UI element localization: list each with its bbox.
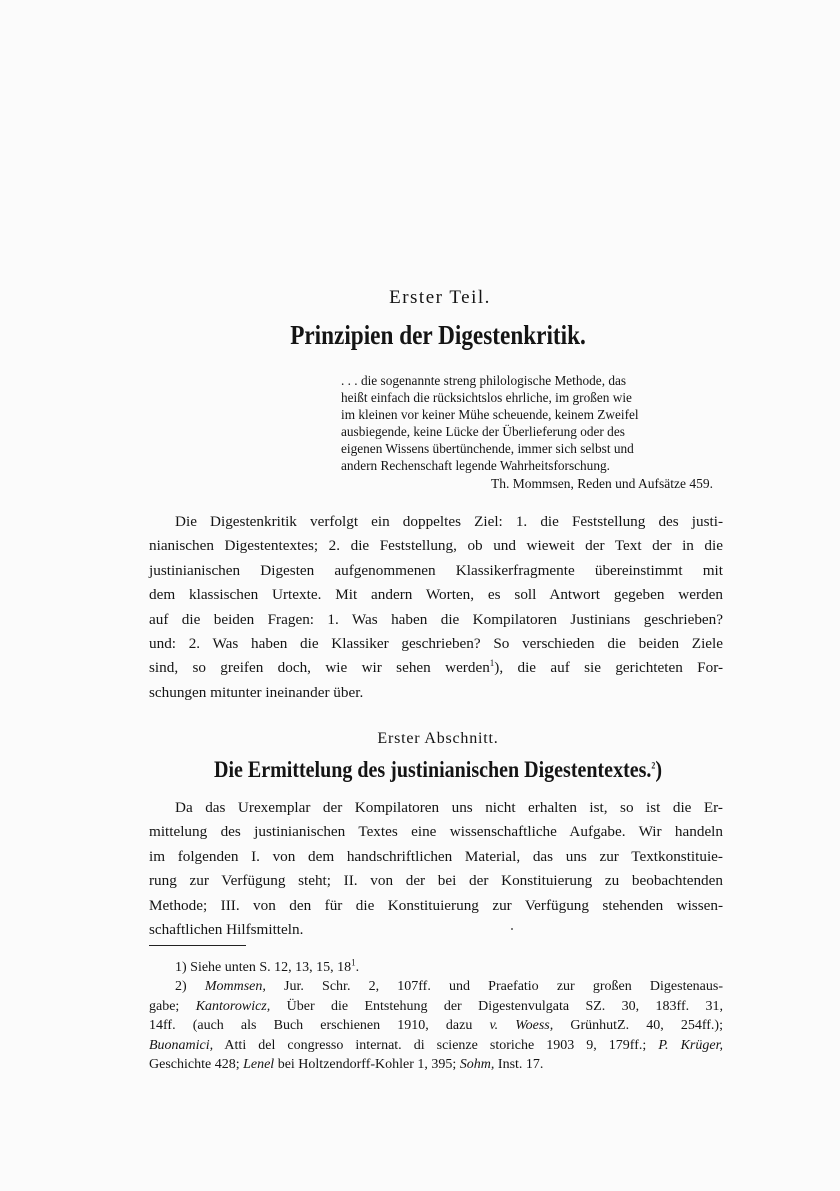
text-line: Methode; III. von den für die Konstituierung zur Verfügung stehenden wissen- (149, 896, 723, 914)
footnote-text: Geschichte 428; (149, 1057, 244, 1073)
footnote-2-line (149, 1055, 723, 1074)
author-name: Mommsen, (204, 979, 266, 995)
text-line: nianischen Digestentextes; 2. die Feststellung, ob und wieweit der Text der in die (149, 537, 723, 555)
footnote-text: Über die Entstehung der Digestenvulgata SZ. 30, 183ff. 31, (270, 998, 723, 1014)
section-label: Erster Abschnitt. (377, 730, 499, 747)
print-speck (511, 928, 513, 930)
footnote-2-line (149, 1016, 723, 1035)
text-line: justinianischen Digesten aufgenommenen Klassikerfragmente übereinstimmt mit (149, 561, 723, 579)
section-paragraph (149, 796, 723, 942)
footnote-text: gabe; (149, 998, 196, 1014)
footnote-text: Inst. 17. (494, 1057, 544, 1073)
epigraph-line: . . . die sogenannte streng philologische Methode, das (341, 373, 627, 388)
author-name: Sohm, (459, 1057, 495, 1073)
text-fragment: sind, so greifen doch, wie wir sehen werden (149, 659, 490, 677)
text-line: im folgenden I. von dem handschriftlichen Material, das uns zur Textkonstituie- (149, 847, 723, 865)
section-title-text: Die Ermittelung des justinianischen Digestentextes. (213, 757, 652, 782)
part-label: Erster Teil. (389, 287, 491, 308)
footnote-text: Atti del congresso internat. di scienze storiche 1903 9, 179ff.; (213, 1037, 659, 1053)
section-title (57, 757, 819, 783)
text-line: schaftlichen Hilfsmitteln. (149, 921, 304, 939)
footnote-ref-2[interactable]: 2 (651, 760, 656, 771)
footnote-text: 1) Siehe unten S. 12, 13, 15, 18 (175, 960, 352, 975)
text-line: auf die beiden Fragen: 1. Was haben die Kompilatoren Justinians geschrieben? (149, 610, 723, 628)
epigraph-line: im kleinen vor keiner Mühe scheuende, keinem Zweifel (341, 407, 639, 423)
footnote-1 (149, 958, 723, 977)
text-line: und: 2. Was haben die Klassiker geschrieben? So verschieden die beiden Ziele (149, 635, 723, 653)
text-fragment: ), die auf sie gerichteten For- (494, 659, 723, 677)
intro-paragraph (149, 510, 723, 705)
text-line (149, 656, 723, 680)
text-line: Die Digestenkritik verfolgt ein doppeltes Ziel: 1. die Feststellung des justi- (175, 513, 723, 530)
footnote-text: Jur. Schr. 2, 107ff. und Praefatio zur großen Digestenaus- (265, 979, 724, 995)
footnote-text: GrünhutZ. 40, 254ff.); (553, 1018, 723, 1034)
author-name: Buonamici, (149, 1037, 214, 1053)
author-name: Lenel (243, 1057, 275, 1073)
epigraph-attribution: Th. Mommsen, Reden und Aufsätze 459. (491, 475, 713, 491)
section-title-close: ) (655, 757, 662, 782)
text-line: Da das Urexemplar der Kompilatoren uns nicht erhalten ist, so ist die Er- (175, 799, 723, 816)
footnote-text: . (355, 960, 360, 975)
footnote-text: 14ff. (auch als Buch erschienen 1910, dazu (149, 1018, 490, 1034)
footnote-number: 2) (175, 979, 187, 995)
footnotes (149, 958, 723, 1074)
footnote-ref-1[interactable]: 1 (489, 658, 495, 669)
epigraph-line: heißt einfach die rücksichtslos ehrliche, im großen wie (341, 390, 632, 406)
text-line: dem klassischen Urtexte. Mit andern Worten, es soll Antwort gegeben werden (149, 586, 723, 604)
footnote-2-line (149, 997, 723, 1016)
footnote-sup: 1 (351, 957, 356, 968)
epigraph-line: andern Rechenschaft legende Wahrheitsforschung. (341, 458, 610, 474)
text-line: mittelung des justinianischen Textes eine wissenschaftliche Aufgabe. Wir handeln (149, 823, 723, 841)
author-name: v. Woess, (489, 1018, 554, 1034)
epigraph (341, 372, 727, 492)
text-line: rung zur Verfügung steht; II. von der bei der Konstituierung zu beobachtenden (149, 872, 723, 890)
footnote-2-line (149, 977, 723, 996)
epigraph-line: eigenen Wissens übertünchende, immer sich selbst und (341, 441, 634, 457)
footnote-text: bei Holtzendorff-Kohler 1, 395; (274, 1057, 460, 1073)
author-name: Kantorowicz, (195, 998, 271, 1014)
epigraph-line: ausbiegende, keine Lücke der Überlieferung oder des (341, 424, 625, 440)
footnote-2-line (149, 1036, 723, 1055)
text-line: schungen mitunter ineinander über. (149, 683, 364, 701)
footnote-rule (149, 945, 246, 946)
author-name: P. Krüger, (658, 1037, 723, 1053)
part-title: Prinzipien der Digestenkritik. (290, 320, 586, 350)
